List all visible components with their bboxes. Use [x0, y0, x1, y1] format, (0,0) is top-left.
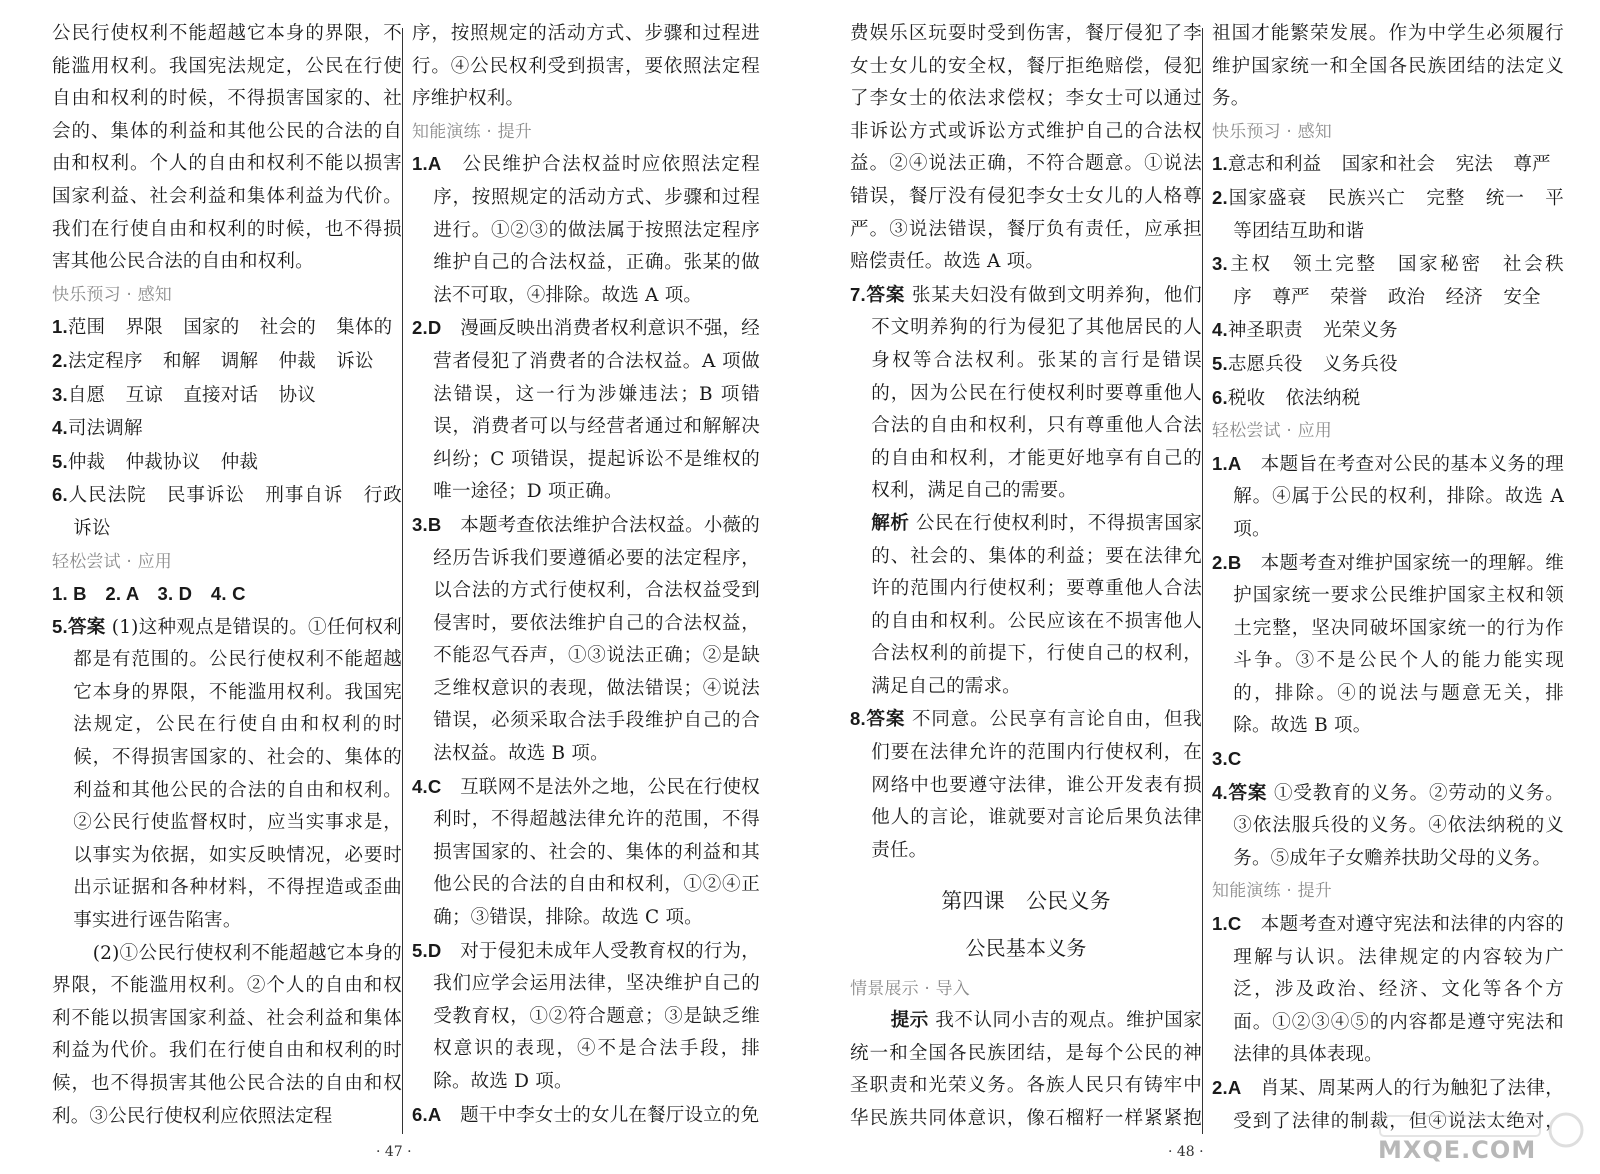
answer-4: 4.答案 ①受教育的义务。②劳动的义务。③依法服兵役的义务。④依法纳税的义务。⑤成年子女赡养扶助父母的义务。	[1212, 781, 1564, 869]
left-page-column-1	[52, 18, 402, 1140]
answer-5: 5.答案 (1)这种观点是错误的。①任何权利都是有范围的。公民行使权利不能超越它本身的界限，不能滥用权利。我国宪法规定，公民在行使自由和权利的时候，不得损害国家的、社会的、集体的利益和其他公民的合法的自由和权利。②公民行使监督权时，应当实事求是，以事实为依据，如实反映情况，必要时出示证据和各种材料，不得捏造或歪曲事实进行诬告陷害。	[52, 615, 402, 932]
list-item: 5.志愿兵役 义务兵役	[1212, 352, 1398, 375]
list-item: 6.税收 依法纳税	[1212, 386, 1361, 409]
analysis-7: 解析 公民在行使权利时，不得损害国家的、社会的、集体的利益；要在法律允许的范围内行使权利；要尊重他人合法的自由和权利。公民应该在不损害他人合法权利的前提下，行使自己的权利，满足自己的需求。	[871, 512, 1202, 697]
list-item: 5.D 对于侵犯未成年人受教育权的行为，我们应学会运用法律，坚决维护自己的受教育权，①②符合题意；③是缺乏维权意识的表现，④不是合法手段，排除。故选 D 项。	[412, 939, 760, 1092]
list-item: 1.范围 界限 国家的 社会的 集体的	[52, 316, 393, 339]
list-item: 1.意志和利益 国家和社会 宪法 尊严	[1212, 153, 1551, 176]
list-item: 4.司法调解	[52, 417, 143, 440]
list-item: 2.法定程序 和解 调解 仲裁 诉讼	[52, 349, 374, 372]
intro-paragraph: 公民行使权利不能超越它本身的界限，不能滥用权利。我国宪法规定，公民在行使自由和权利的时候，不得损害国家的、社会的、集体的利益和其他公民的合法的自由和权利。个人的自由和权利不能以损害国家利益、社会利益和集体利益为代价。我们在行使自由和权利的时候，也不得损害其他公民合法的自由和权利。	[52, 23, 402, 273]
right-page-column-1	[850, 18, 1202, 1140]
right-page-column-2	[1212, 18, 1564, 1140]
list-item: 5.仲裁 仲裁协议 仲裁	[52, 450, 259, 473]
section-heading-practice: 知能演练 · 提升	[1212, 881, 1333, 902]
list-item: 3.自愿 互谅 直接对话 协议	[52, 383, 316, 406]
choice-answers-line: 1. B 2. A 3. D 4. C	[52, 583, 246, 605]
column-divider	[1202, 28, 1203, 1134]
watermark-text: MXQE.COM	[1378, 1136, 1537, 1164]
list-item: 6.人民法院 民事诉讼 刑事自诉 行政诉讼	[52, 484, 402, 539]
answer-8: 8.答案 不同意。公民享有言论自由，但我们要在法律允许的范围内行使权利，在网络中也要遵守法律，谁公开发表有损他人的言论，谁就要对言论后果负法律责任。	[850, 708, 1202, 861]
continued-text: 费娱乐区玩耍时受到伤害，餐厅侵犯了李女士女儿的安全权，餐厅拒绝赔偿，侵犯了李女士的依法求偿权；李女士可以通过非诉讼方式或诉讼方式维护自己的合法权益。②④说法正确，不符合题意。①说法错误，餐厅没有侵犯李女士女儿的人格尊严。③说法错误，餐厅负有责任，应承担赔偿责任。故选 A 项。	[850, 23, 1202, 273]
section-heading-try: 轻松尝试 · 应用	[52, 551, 173, 572]
list-item: 2.A 肖某、周某两人的行为触犯了法律，受到了法律的制裁，但④说法太绝对，	[1212, 1077, 1564, 1132]
list-item: 4.神圣职责 光荣义务	[1212, 319, 1398, 342]
column-divider	[402, 28, 403, 1134]
section-heading-scene: 情景展示 · 导入	[850, 978, 971, 999]
section-heading-practice: 知能演练 · 提升	[412, 121, 533, 142]
answer-5-part-2: (2)①公民行使权利不能超越它本身的界限，不能滥用权利。②个人的自由和权利不能以损害国家利益、社会利益和集体利益为代价。我们在行使自由和权利的时候，也不得损害其他公民合法的自由和权利。③公民行使权利应依照法定程	[52, 942, 402, 1127]
lesson-title: 公民基本义务	[965, 936, 1087, 961]
list-item: 6.A 题干中李女士的女儿在餐厅设立的免	[412, 1103, 760, 1126]
list-item: 2.D 漫画反映出消费者权利意识不强，经营者侵犯了消费者的合法权益。A 项做法错误，这一行为涉嫌违法；B 项错误，消费者可以与经营者通过和解解决纠纷；C 项错误，提起诉讼不是维权的唯一途径；D 项正确。	[412, 317, 760, 503]
list-item: 3.B 本题考查依法维护合法权益。小薇的经历告诉我们要遵循必要的法定程序，以合法的方式行使权利，合法权益受到侵害时，要依法维护自己的合法权益，不能忍气吞声，①③说法正确；②是缺乏维权意识的表现，做法错误；④说法错误，必须采取合法手段维护自己的合法权益。故选 B 项。	[412, 513, 760, 765]
list-item: 2.B 本题考查对维护国家统一的理解。维护国家统一要求公民维护国家主权和领土完整，坚决同破坏国家统一的行为作斗争。③不是公民个人的能力能实现的，排除。④的说法与题意无关，排除。故选 B 项。	[1212, 551, 1564, 737]
section-heading-preview: 快乐预习 · 感知	[1212, 121, 1333, 142]
answer-7: 7.答案 张某夫妇没有做到文明养狗，他们不文明养狗的行为侵犯了其他居民的人身权等合法权利。张某的言行是错误的，因为公民在行使权利时要尊重他人合法的自由和权利，只有尊重他人合法的自由和权利，才能更好地享有自己的权利，满足自己的需要。	[850, 283, 1202, 502]
chapter-title: 第四课 公民义务	[941, 889, 1111, 914]
list-item: 4.C 互联网不是法外之地，公民在行使权利时，不得超越法律允许的范围，不得损害国家的、社会的、集体的利益和其他公民的合法的自由和权利，①②④正确；③错误，排除。故选 C 项。	[412, 775, 760, 929]
list-item: 2.国家盛衰 民族兴亡 完整 统一 平等团结互助和谐	[1212, 186, 1564, 242]
list-item: 1.A 公民维护合法权益时应依照法定程序，按照规定的活动方式、步骤和过程进行。①②③的做法属于按照法定程序维护自己的合法权益，正确。张某的做法不可取，④排除。故选 A 项。	[412, 153, 760, 306]
preview-answers	[52, 311, 402, 545]
list-item: 3.C	[1212, 748, 1242, 770]
hint-paragraph: 提示 我不认同小吉的观点。维护国家统一和全国各民族团结，是每个公民的神圣职责和光荣义务。各族人民只有铸牢中华民族共同体意识，像石榴籽一样紧紧抱	[850, 1010, 1202, 1129]
page-number: · 47 ·	[376, 1144, 412, 1160]
section-heading-preview: 快乐预习 · 感知	[52, 284, 173, 305]
list-item: 1.A 本题旨在考查对公民的基本义务的理解。④属于公民的权利，排除。故选 A 项。	[1212, 452, 1564, 540]
page-number: · 48 ·	[1168, 1144, 1204, 1160]
list-item: 3.主权 领土完整 国家秘密 社会秩序 尊严 荣誉 政治 经济 安全	[1212, 253, 1564, 308]
continued-text: 祖国才能繁荣发展。作为中学生必须履行维护国家统一和全国各民族团结的法定义务。	[1212, 23, 1564, 110]
list-item: 1.C 本题考查对遵守宪法和法律的内容的理解与认识。法律规定的内容较为广泛，涉及政治、经济、文化等各个方面。①②③④⑤的内容都是遵守宪法和法律的具体表现。	[1212, 913, 1564, 1066]
left-page-column-2	[412, 18, 760, 1140]
continued-text: 序，按照规定的活动方式、步骤和过程进行。④公民权利受到损害，要依照法定程序维护权利。	[412, 23, 760, 110]
section-heading-try: 轻松尝试 · 应用	[1212, 421, 1333, 442]
